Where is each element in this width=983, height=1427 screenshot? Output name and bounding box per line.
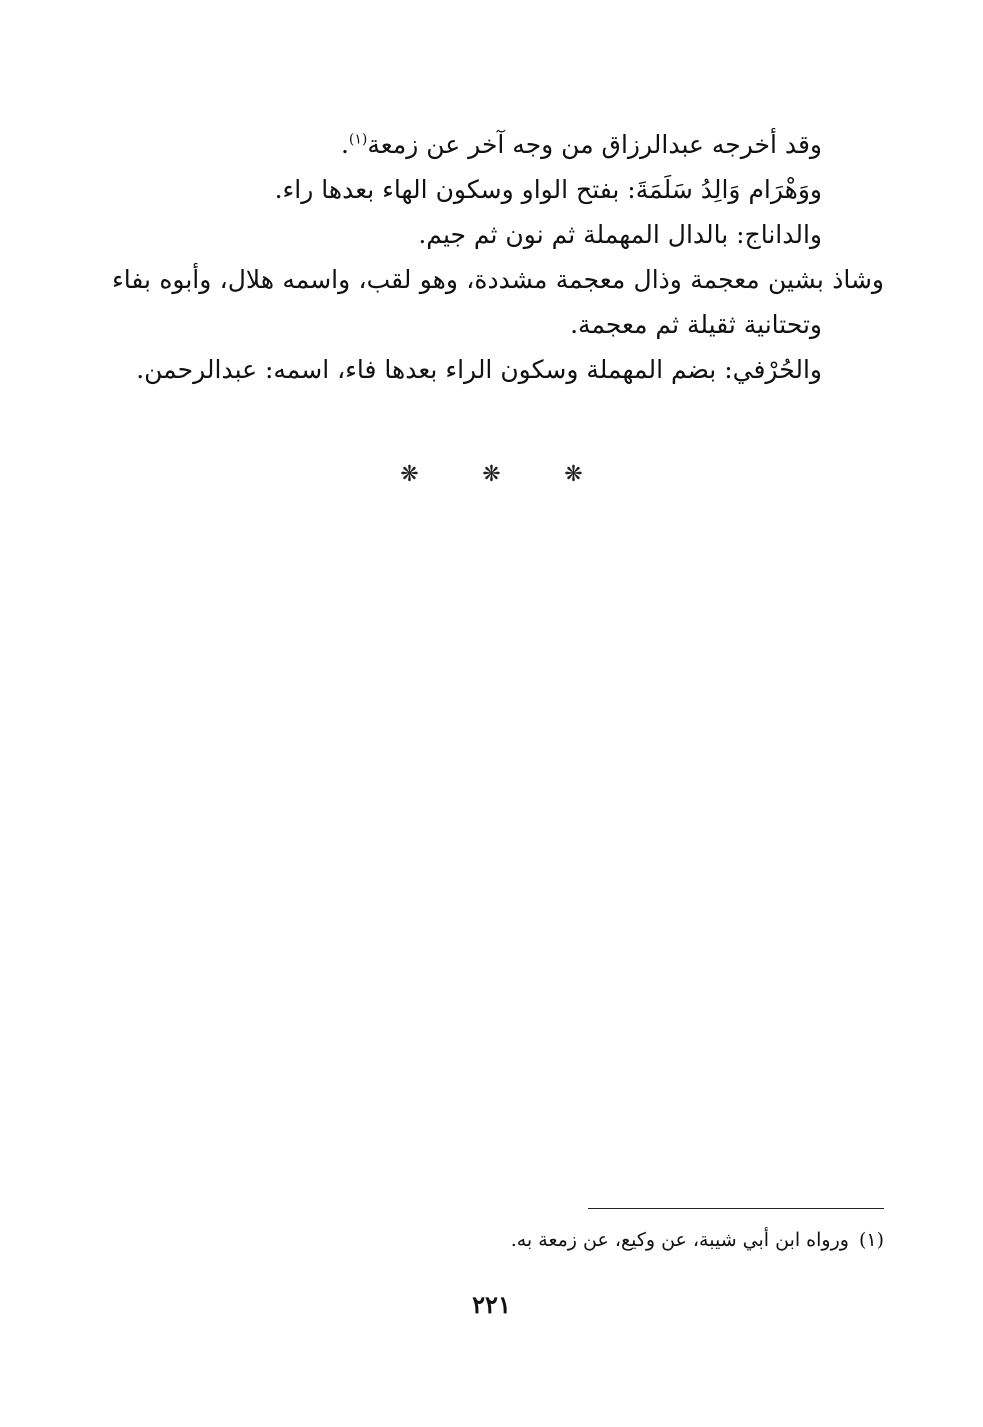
paragraph-1-text: وقد أخرجه عبدالرزاق من وجه آخر عن زمعة [367, 130, 822, 159]
footnote-separator [588, 1208, 884, 1209]
paragraph-1 [112, 122, 884, 167]
divider-star-icon: ❋ [400, 462, 419, 487]
footnote-mark: (١) [858, 1229, 884, 1251]
paragraph-3: والداناج: بالدال المهملة ثم نون ثم جيم. [418, 220, 822, 249]
divider-star-icon: ❋ [564, 462, 583, 487]
section-divider [0, 462, 983, 487]
paragraph-1-end: . [340, 130, 349, 159]
page-number: ٢٢١ [472, 1290, 511, 1319]
footnote-reference[interactable]: (١) [348, 131, 368, 148]
footnote-text: ورواه ابن أبي شيبة، عن وكيع، عن زمعة به. [510, 1229, 849, 1251]
paragraph-2: ووَهْرَام وَالِدُ سَلَمَةَ: بفتح الواو وسكون الهاء بعدها راء. [274, 175, 822, 204]
footnote [300, 1226, 884, 1254]
divider-star-icon: ❋ [482, 462, 501, 487]
main-text [112, 122, 884, 392]
paragraph-4: وشاذ بشين معجمة وذال معجمة مشددة، وهو لقب، واسمه هلال، وأبوه بفاء وتحتانية ثقيلة ثم معجمة. [112, 265, 884, 339]
paragraph-5: والحُرْفي: بضم المهملة وسكون الراء بعدها فاء، اسمه: عبدالرحمن. [136, 355, 822, 384]
